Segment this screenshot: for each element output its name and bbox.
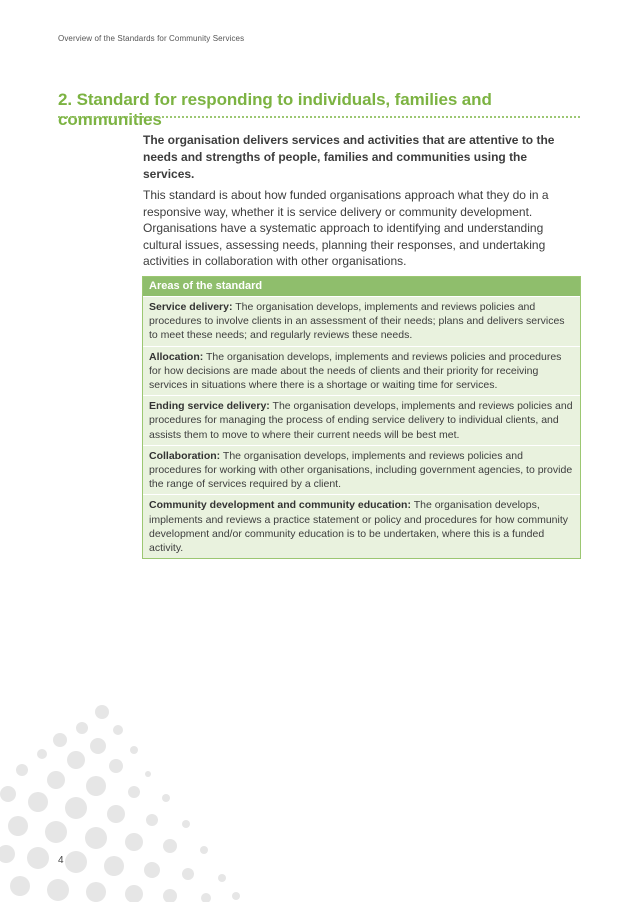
area-item-ending-service-delivery — [143, 395, 580, 445]
area-text: The organisation develops, implements and reviews policies and procedures for managing the process of ending service delivery to individual clients, and assists them to move to where their current needs will be best met. — [149, 400, 573, 441]
area-term: Community development and community education: — [149, 499, 411, 512]
running-header: Overview of the Standards for Community Services — [58, 34, 245, 43]
section-title: 2. Standard for responding to individuals, families and communities — [58, 90, 492, 129]
area-term: Ending service delivery: — [149, 400, 270, 413]
area-item-community-development — [143, 494, 580, 558]
body-paragraph: This standard is about how funded organisations approach what they do in a responsive way, whether it is service delivery or community development. Organisations have a systematic approach to identifying and understanding cultural issues, assessing needs, planning their responses, and undertaking activities in collaboration with other organisations. — [143, 188, 549, 268]
area-term: Service delivery: — [149, 301, 233, 313]
areas-of-standard-box — [142, 276, 581, 559]
decorative-dot-pattern — [0, 690, 260, 902]
area-text: The organisation develops, implements and reviews a practice statement or policy and procedures for how community development and/or community education is to be undertaken, where this is a funded activity. — [149, 499, 569, 555]
area-item-allocation — [143, 346, 580, 396]
area-text: The organisation develops, implements and reviews policies and procedures for how decisions are made about the needs of clients and their priority for receiving services in situations where there is a shortage or waiting time for services. — [149, 350, 562, 392]
area-term: Collaboration: — [149, 449, 221, 462]
area-item-service-delivery — [143, 296, 580, 346]
area-term: Allocation: — [149, 350, 204, 363]
area-text: The organisation develops, implements and reviews policies and procedures for working with other organisations, including government agencies, to provide the range of services required by a client. — [149, 449, 573, 491]
page-number: 4 — [58, 855, 64, 866]
areas-header: Areas of the standard — [143, 277, 580, 296]
lead-statement: The organisation delivers services and activities that are attentive to the needs and strengths of people, families and communities using the services. — [143, 133, 555, 181]
area-item-collaboration — [143, 445, 580, 495]
area-text: The organisation develops, implements and reviews policies and procedures to involve clients in an assessment of their needs; plans and delivers services to meet these needs; and regularly reviews these needs. — [149, 301, 565, 342]
dotted-divider — [58, 116, 580, 118]
